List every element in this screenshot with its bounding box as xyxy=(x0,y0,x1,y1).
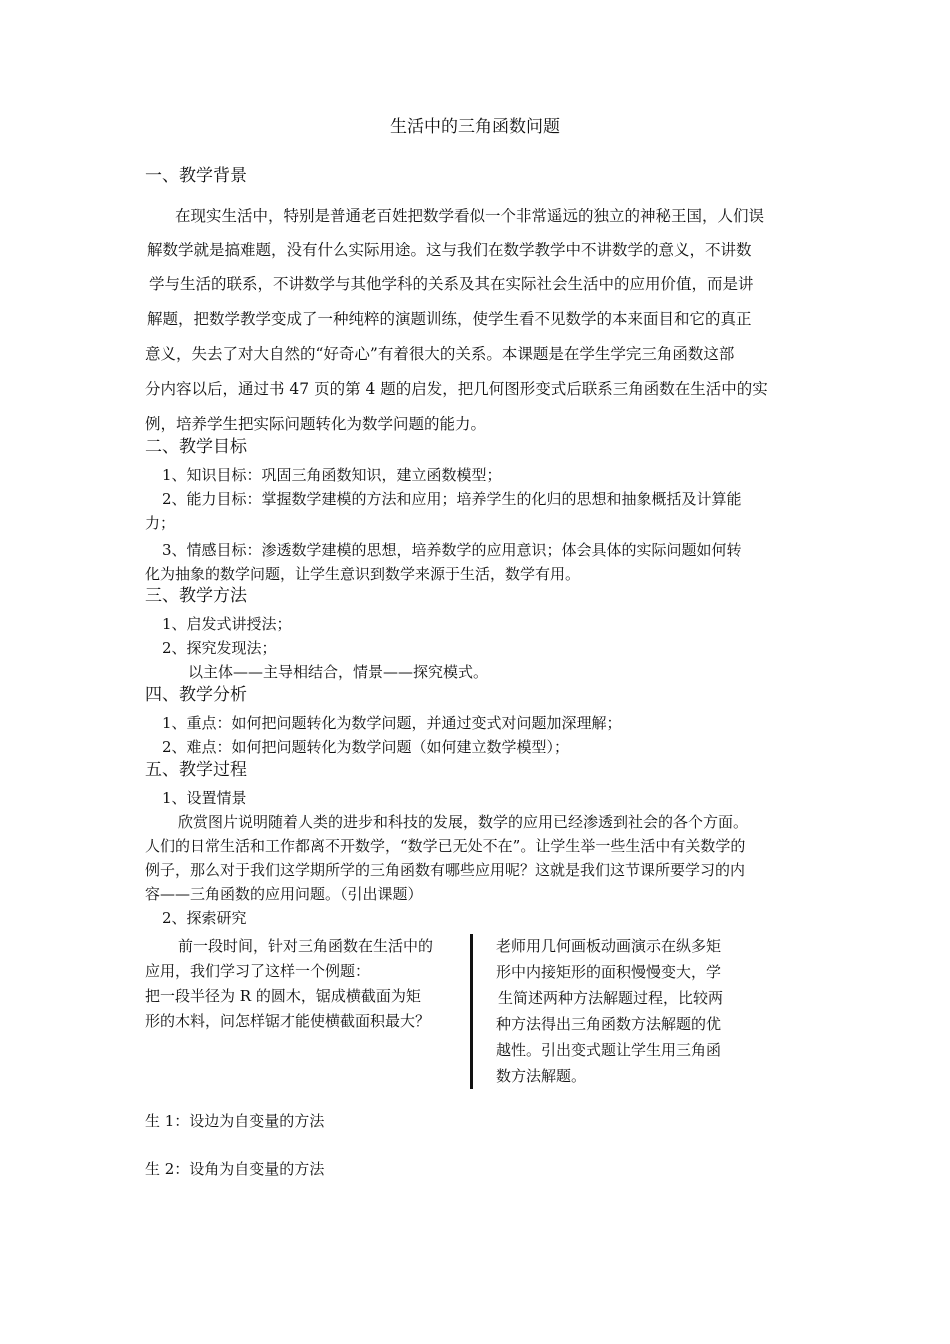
left-column-line: 把一段半径为 R 的圆木，锯成横截面为矩 xyxy=(145,987,421,1005)
paragraph-line: 学与生活的联系，不讲数学与其他学科的关系及其在实际社会生活中的应用价值，而是讲 xyxy=(149,275,754,293)
left-column-line: 形的木料，问怎样锯才能使横截面积最大？ xyxy=(145,1012,431,1030)
paragraph-line: 容——三角函数的应用问题。（引出课题） xyxy=(145,885,423,903)
paragraph-line: 意义，失去了对大自然的“好奇心”有着很大的关系。本课题是在学生学完三角函数这部 xyxy=(145,345,735,363)
paragraph-line: 在现实生活中，特别是普通老百姓把数学看似一个非常遥远的独立的神秘王国，人们误 xyxy=(175,207,765,225)
paragraph-line: 例，培养学生把实际问题转化为数学问题的能力。 xyxy=(145,415,487,433)
method-note: 以主体——主导相结合，情景——探究模式。 xyxy=(188,663,489,681)
paragraph-line: 欣赏图片说明随着人类的进步和科技的发展，数学的应用已经渗透到社会的各个方面。 xyxy=(178,813,749,831)
student-answer: 生 1：设边为自变量的方法 xyxy=(145,1112,325,1130)
paragraph-line: 分内容以后，通过书 47 页的第 4 题的启发，把几何图形变式后联系三角函数在生活中的实 xyxy=(145,380,768,398)
objective-item: 1、知识目标：巩固三角函数知识，建立函数模型； xyxy=(162,466,502,484)
paragraph-line: 例子，那么对于我们这学期所学的三角函数有哪些应用呢？这就是我们这节课所要学习的内 xyxy=(145,861,746,879)
analysis-item: 1、重点：如何把问题转化为数学问题，并通过变式对问题加深理解； xyxy=(162,714,622,732)
right-column-line: 数方法解题。 xyxy=(496,1067,587,1085)
right-column-line: 形中内接矩形的面积慢慢变大，学 xyxy=(496,963,722,981)
student-answer: 生 2：设角为自变量的方法 xyxy=(145,1160,325,1178)
subsection-heading: 1、设置情景 xyxy=(162,789,247,807)
method-item: 2、探究发现法； xyxy=(162,639,277,657)
method-item: 1、启发式讲授法； xyxy=(162,615,292,633)
paragraph-line: 解数学就是搞难题，没有什么实际用途。这与我们在数学教学中不讲数学的意义，不讲数 xyxy=(147,241,752,259)
right-column-line: 种方法得出三角函数方法解题的优 xyxy=(496,1015,722,1033)
objective-item-continued: 化为抽象的数学问题，让学生意识到数学来源于生活，数学有用。 xyxy=(145,565,581,583)
section-heading-analysis: 四、教学分析 xyxy=(145,685,247,705)
left-column-line: 前一段时间，针对三角函数在生活中的 xyxy=(178,937,434,955)
section-heading-process: 五、教学过程 xyxy=(145,760,247,780)
page-title: 生活中的三角函数问题 xyxy=(390,117,560,137)
section-heading-background: 一、教学背景 xyxy=(145,166,247,186)
column-divider xyxy=(470,934,473,1089)
objective-item-continued: 力； xyxy=(145,514,176,532)
right-column-line: 老师用几何画板动画演示在纵多矩 xyxy=(496,937,722,955)
paragraph-line: 人们的日常生活和工作都离不开数学，“数学已无处不在”。让学生举一些生活中有关数学的 xyxy=(145,837,746,855)
left-column-line: 应用，我们学习了这样一个例题： xyxy=(145,962,371,980)
objective-item: 3、情感目标：渗透数学建模的思想，培养数学的应用意识；体会具体的实际问题如何转 xyxy=(162,541,742,559)
right-column-line: 生简述两种方法解题过程，比较两 xyxy=(498,989,724,1007)
subsection-heading: 2、探索研究 xyxy=(162,909,247,927)
section-heading-methods: 三、教学方法 xyxy=(145,586,247,606)
right-column-line: 越性。引出变式题让学生用三角函 xyxy=(496,1041,722,1059)
paragraph-line: 解题，把数学教学变成了一种纯粹的演题训练，使学生看不见数学的本来面目和它的真正 xyxy=(147,310,752,328)
objective-item: 2、能力目标：掌握数学建模的方法和应用；培养学生的化归的思想和抽象概括及计算能 xyxy=(162,490,742,508)
section-heading-objectives: 二、教学目标 xyxy=(145,437,247,457)
analysis-item: 2、难点：如何把问题转化为数学问题（如何建立数学模型）； xyxy=(162,738,570,756)
